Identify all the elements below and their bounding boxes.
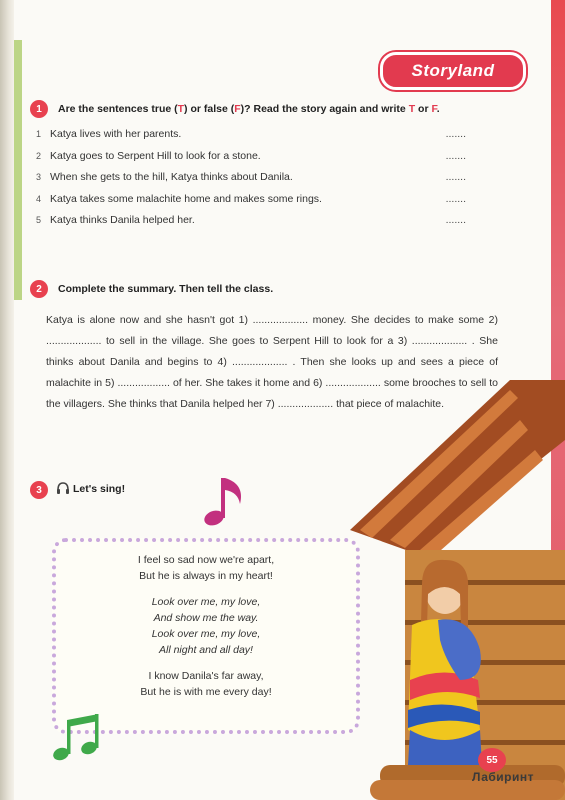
song-chorus: Look over me, my love, And show me the way. Look over me, my love, All night and all day! <box>151 596 261 656</box>
list-item: 2 Katya goes to Serpent Hill to look for a stone. ....... <box>36 149 466 162</box>
exercise-3-instruction: Let's sing! <box>73 483 126 495</box>
exercise-2-summary: Katya is alone now and she hasn't got 1) ................... money. She decides to make some 2) ................... to sell in the village. She goes to Serpent Hill to look for a 3) ................... . She thinks about Danila and begins to 4) ................... . Then she looks up and sees a piece of malachite in 5) .................. of her. She takes it home and 6) ................... some brooches to sell to the villagers. She thinks that Danila helped her 7) ................... that piece of malachite. <box>46 314 498 410</box>
song-stanza-2: I know Danila's far away, But he is with me every day! <box>140 670 272 698</box>
music-note-icon <box>200 470 260 530</box>
answer-blank[interactable]: ....... <box>445 214 466 226</box>
song-lyrics-box <box>52 538 360 734</box>
song-stanza-1: I feel so sad now we're apart, But he is always in my heart! <box>137 554 275 582</box>
book-spine <box>0 0 14 800</box>
answer-blank[interactable]: ....... <box>445 192 466 205</box>
answer-blank[interactable]: ....... <box>445 149 466 162</box>
headphones-icon <box>56 482 70 495</box>
answer-blank[interactable]: ....... <box>445 171 466 183</box>
double-music-note-icon <box>52 710 102 765</box>
exercise-1-list <box>36 128 466 236</box>
watermark: Лабиринт <box>472 770 535 784</box>
exercise-2-instruction: Complete the summary. Then tell the class. <box>58 283 274 295</box>
exercise-3-number: 3 <box>30 481 48 499</box>
exercise-2-number: 2 <box>30 280 48 298</box>
list-item: 1 Katya lives with her parents. ....... <box>36 128 466 140</box>
page-number: 55 <box>478 748 506 772</box>
edge-decoration <box>14 40 22 300</box>
list-item: 5 Katya thinks Danila helped her. ....... <box>36 214 466 226</box>
exercise-1-number: 1 <box>30 100 48 118</box>
katya-illustration <box>350 380 565 800</box>
answer-blank[interactable]: ....... <box>445 128 466 140</box>
list-item: 3 When she gets to the hill, Katya thinks about Danila. ....... <box>36 171 466 183</box>
list-item: 4 Katya takes some malachite home and makes some rings. ....... <box>36 192 466 205</box>
exercise-1-instruction: Are the sentences true (T) or false (F)? Read the story again and write T or F. <box>58 103 440 115</box>
storyland-badge: Storyland <box>380 52 526 90</box>
